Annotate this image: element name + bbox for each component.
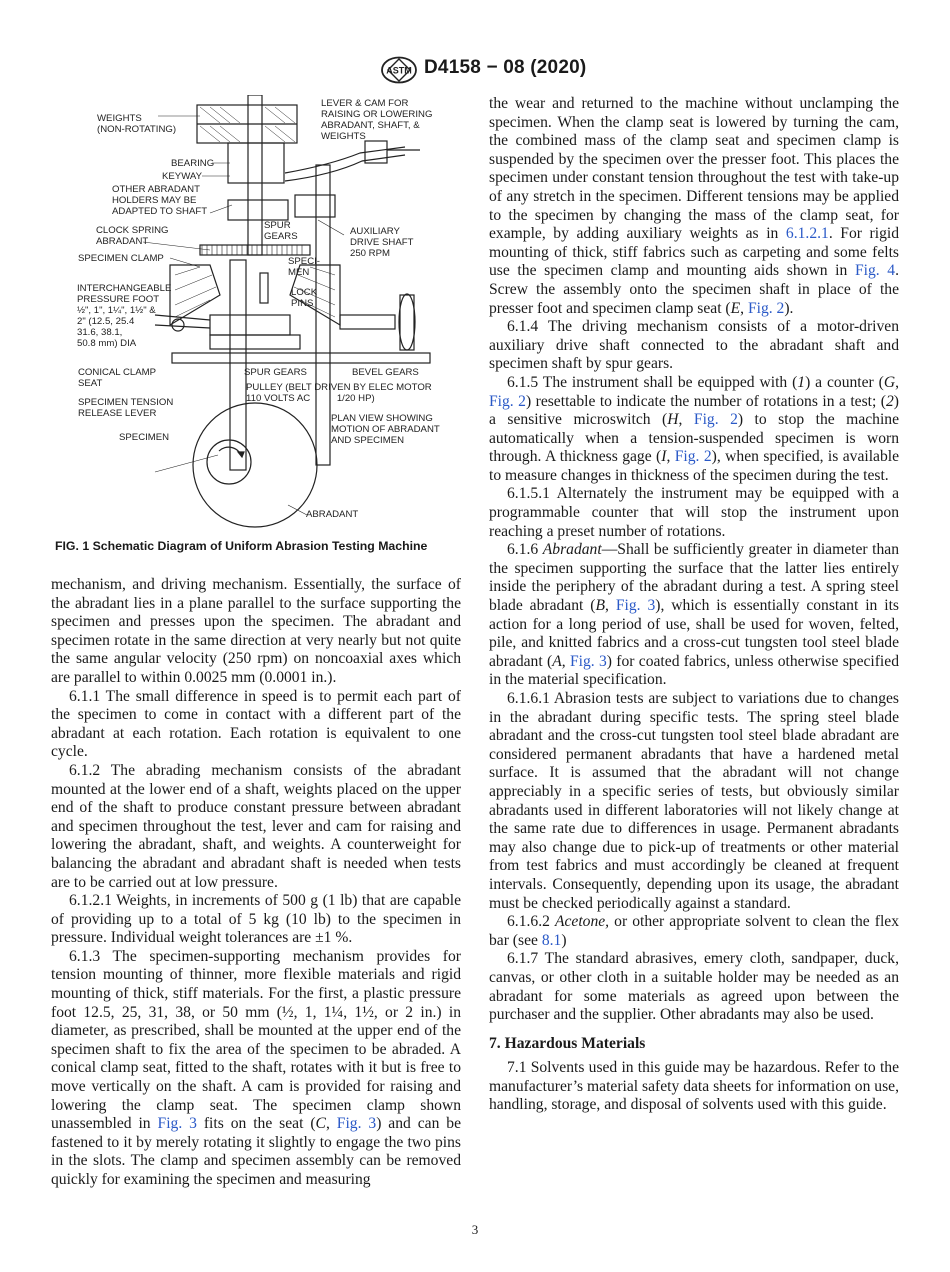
paragraph: [489, 541, 899, 690]
text-run: C: [315, 1115, 326, 1133]
text-run: ,: [895, 373, 899, 391]
link-fig-4[interactable]: Fig. 4: [854, 262, 896, 280]
text-run: ) for coated fabrics, unless otherwise specified in the material specification.: [489, 652, 899, 689]
paragraph: 6.1.7 The standard abrasives, emery cloth, sandpaper, duck, canvas, or other cloth in a suitable holder may be needed as an abradant for some materials as agreed upon between the purchaser and the supplier. Other abradants may also be used.: [489, 950, 899, 1024]
text-run: ).: [784, 299, 794, 317]
text-run: G: [883, 373, 896, 391]
label-auxiliary-drive-shaft: AUXILIARY DRIVE SHAFT 250 RPM: [350, 226, 414, 259]
link-fig-2[interactable]: Fig. 2: [747, 299, 785, 317]
text-run: A: [552, 652, 562, 670]
paragraph: 6.1.4 The driving mechanism consists of a motor-driven auxiliary drive shaft connected to the abradant shaft and specimen shaft by spur gears.: [489, 318, 899, 373]
paragraph: 7.1 Solvents used in this guide may be hazardous. Refer to the manufacturer’s material safety data sheets for information on use, handling, storage, and disposal of solvents used with this guide.: [489, 1059, 899, 1114]
label-specimen-plan: SPECIMEN: [119, 432, 170, 443]
text-run: ) resettable to indicate the number of rotations in a test; (: [525, 392, 886, 410]
link-fig-3[interactable]: Fig. 3: [615, 597, 656, 615]
paragraph: 6.1.5.1 Alternately the instrument may be equipped with a programmable counter that will stop the instrument upon reaching a preset number of rotations.: [489, 485, 899, 540]
text-run: I: [661, 448, 667, 466]
link-fig-3[interactable]: Fig. 3: [336, 1115, 377, 1133]
text-run: ,: [740, 299, 748, 317]
paragraph: [489, 913, 899, 950]
paragraph: 6.1.6.1 Abrasion tests are subject to variations due to changes in the abradant during specific tests. The spring steel blade abradant and the cross-cut tungsten tool steel blade abradant are considered permanent abradants that have a hardened metal surface. It is assumed that the abradant will not change appreciably in a specific series of tests, but obviously similar abradants used in different laboratories will not likely change at the same rate due to differences in usage. Permanent abradants may also change due to pick-up of treatments or other material from test fabrics and must accordingly be cleaned at frequent intervals. Consequently, depending upon its usage, the abradant must be checked periodically against a standard.: [489, 690, 899, 912]
label-lock-pins: LOCK PINS: [291, 287, 318, 309]
text-run: 6.1.5 The instrument shall be equipped with (: [507, 373, 798, 391]
text-run: 6.1.6.2: [507, 913, 555, 931]
text-run: ) and can be fastened to it by merely rotating it slightly to engage the two pins in the slots. The clamp and specimen assembly can be removed quickly for examining the specimen and measuring: [51, 1115, 462, 1188]
text-run: E: [730, 299, 741, 317]
label-weights: WEIGHTS (NON-ROTATING): [97, 113, 177, 135]
text-run: Abradant: [542, 541, 602, 559]
paragraph: 6.1.2 The abrading mechanism consists of the abradant mounted at the lower end of a shaft, weights placed on the upper end of the shaft to produce constant pressure between abradant and specimen throughout the test, lever and cam for raising and lowering the abradant, shaft, and weights. A counterweight for balancing the abradant and abradant shaft is needed when tests are to be carried out at low pressure.: [51, 761, 461, 891]
link-section-6-1-2-1[interactable]: 6.1.2.1: [785, 225, 829, 243]
text-run: ,: [666, 448, 675, 466]
text-run: ) a counter (: [805, 373, 884, 391]
text-run: B: [595, 597, 606, 615]
label-clock-spring-abradant: CLOCK SPRING ABRADANT: [96, 225, 169, 247]
astm-logo-icon: [380, 56, 418, 84]
label-abradant-holders: OTHER ABRADANT HOLDERS MAY BE ADAPTED TO SHAFT: [112, 184, 208, 217]
left-column: [51, 576, 461, 1190]
section-heading: 7. Hazardous Materials: [489, 1034, 646, 1052]
text-run: H: [667, 411, 679, 429]
label-abradant-plan: ABRADANT: [306, 509, 359, 520]
text-run: ,: [561, 652, 570, 670]
text-run: ), when specified, is available to measure changes in thickness of the specimen during the test.: [489, 448, 899, 484]
label-lever-cam: LEVER & CAM FOR RAISING OR LOWERING ABRADANT, SHAFT, & WEIGHTS: [321, 98, 433, 142]
text-run: ) to stop the machine automatically when a tension-suspended specimen is worn through. A thickness gage (: [489, 411, 900, 466]
label-keyway: KEYWAY: [162, 171, 202, 182]
text-run: ): [561, 931, 567, 949]
page-number: 3: [471, 1222, 479, 1237]
paragraph: 6.1.2.1 Weights, in increments of 500 g (1 lb) that are capable of providing up to a total of 5 kg (10 lb) to the specimen in pressure. Individual weight tolerances are ±1 %.: [51, 892, 461, 947]
text-run: 6.1.3 The specimen-supporting mechanism provides for tension mounting of thinner, more flexible materials and rigid mounting of thick, stiff materials. For the first, a plastic pressure foot 12.5, 25, 31, 38, or 50 mm (½, 1, 1¼, 1½, or 2 in.) in diameter, as prescribed, shall be mounted at the upper end of the specimen shaft to fix the area of the specimen to be abraded. A conical clamp seat, fitted to the shaft, rotates with it but is free to move vertically on the shaft. A cam is provided for raising and lowering the clamp seat. The specimen clamp shown unassembled in: [51, 947, 461, 1133]
text-run: ) a sensitive microswitch (: [489, 392, 899, 429]
text-run: or other appropriate solvent to clean the flex bar (see: [489, 913, 899, 949]
label-specimen: SPECI- MEN: [288, 256, 320, 278]
paragraph: [51, 948, 461, 1190]
page-header: [0, 56, 950, 86]
text-run: ,: [605, 597, 616, 615]
text-run: —Shall be sufficiently greater in diameter than the specimen supporting the surface that the latter lies entirely inside the periphery of the abradant during a test. A spring steel blade abradant (: [489, 541, 900, 615]
text-run: 1: [797, 373, 806, 391]
figure-1: [60, 95, 460, 535]
label-pulley: PULLEY (BELT DRIVEN BY ELEC MOTOR 110 VOLTS AC 1/20 HP): [246, 382, 432, 404]
text-run: ,: [678, 411, 694, 429]
document-id: D4158 − 08 (2020): [424, 57, 587, 78]
label-spur-gears-bottom: SPUR GEARS: [244, 367, 307, 378]
link-section-8-1[interactable]: 8.1: [541, 931, 562, 949]
label-spur-gears-top: SPUR GEARS: [264, 220, 298, 242]
link-fig-2[interactable]: Fig. 2: [693, 411, 738, 429]
paragraph: [489, 374, 899, 486]
label-conical-clamp-seat: CONICAL CLAMP SEAT: [78, 367, 157, 389]
paragraph: mechanism, and driving mechanism. Essentially, the surface of the abradant lies in a plane parallel to the surface supporting the specimen and presses upon the specimen. The abradant and specimen rotate in the same direction at very nearly but not quite the same angular velocity (250 rpm) on noncoaxial axes which are parallel to within 0.0025 mm (0.0001 in.).: [51, 576, 461, 686]
label-pressure-foot: INTERCHANGEABLE PRESSURE FOOT ½", 1", 1¼", 1½" & 2" (12.5, 25.4 31.6, 38.1, 50.8 mm) DIA: [77, 283, 172, 349]
svg-text:ASTM: ASTM: [386, 65, 412, 76]
figure-caption: FIG. 1 Schematic Diagram of Uniform Abrasion Testing Machine: [55, 539, 428, 553]
text-run: fits on the seat (: [196, 1115, 316, 1133]
text-run: Acetone,: [554, 913, 610, 931]
label-bearing: BEARING: [171, 158, 215, 169]
text-run: ), which is essentially constant in its action for a long period of use, shall be used for woven, felted, pile, and knitted fabrics and a cross-cut tungsten tool steel blade abradant (: [489, 597, 899, 670]
label-release-lever: SPECIMEN TENSION RELEASE LEVER: [78, 397, 174, 419]
text-run: the wear and returned to the machine without unclamping the specimen. When the clamp seat is lowered by turning the cam, the combined mass of the clamp seat and specimen clamp is suspended by the specimen over the presser foot. This places the specimen under constant tension throughout the test with take-up of any stretch in the specimen. Different tensions may be applied to the specimen by changing the mass of the clamp seat, for example, by adding auxiliary weights as in: [489, 95, 899, 243]
paragraph: 6.1.1 The small difference in speed is to permit each part of the specimen to come in contact with a different part of the abradant at each rotation. Each rotation is equivalent to one cycle.: [51, 687, 461, 761]
right-column: [489, 95, 899, 1115]
text-run: 2: [886, 392, 894, 410]
link-fig-2[interactable]: Fig. 2: [489, 392, 526, 410]
link-fig-3[interactable]: Fig. 3: [569, 652, 607, 670]
text-run: . For rigid mounting of thick, stiff fabrics such as carpeting and some felts use the specimen clamp and mounting aids shown in: [489, 225, 900, 280]
label-plan-view: PLAN VIEW SHOWING MOTION OF ABRADANT AND SPECIMEN: [331, 413, 440, 446]
link-fig-2[interactable]: Fig. 2: [674, 448, 712, 466]
text-run: . Screw the assembly onto the specimen shaft in place of the presser foot and specimen clamp seat (: [489, 262, 899, 317]
label-specimen-clamp: SPECIMEN CLAMP: [78, 253, 164, 264]
text-run: ,: [325, 1115, 337, 1133]
paragraph: [489, 95, 899, 318]
link-fig-3[interactable]: Fig. 3: [157, 1115, 197, 1133]
text-run: 6.1.6: [507, 541, 543, 559]
label-bevel-gears: BEVEL GEARS: [352, 367, 419, 378]
